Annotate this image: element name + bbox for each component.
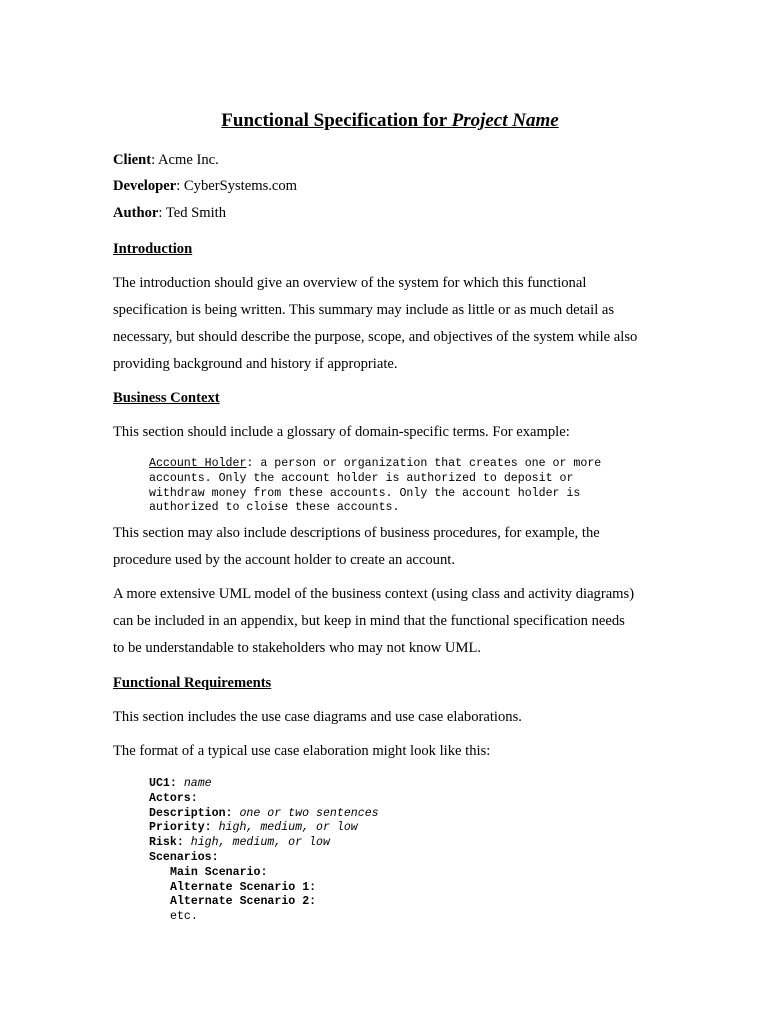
alt-scenario-2-label: Alternate Scenario 2: (170, 895, 317, 909)
text-line: to be understandable to stakeholders who may not know UML. (113, 640, 482, 656)
developer-label: Developer (113, 178, 177, 194)
scenarios-label: Scenarios: (149, 850, 219, 864)
etc-label: etc. (170, 910, 198, 924)
priority-label: Priority: (149, 821, 212, 835)
introduction-paragraph (113, 270, 673, 378)
text-line: A more extensive UML model of the business context (using class and activity diagrams) (113, 586, 635, 602)
uc1-label: UC1: (149, 777, 177, 790)
glossary-term: Account Holder (149, 457, 247, 470)
developer-value: : CyberSystems.com (176, 178, 298, 194)
text-line: necessary, but should describe the purpose, scope, and objectives of the system while also (113, 329, 638, 345)
alt-scenario-1-label: Alternate Scenario 1: (170, 880, 317, 894)
business-context-intro (113, 419, 673, 446)
text-line: specification is being written. This summary may include as little or as much detail as (113, 302, 615, 318)
risk-value: high, medium, or low (190, 836, 330, 850)
business-context-heading: Business Context (113, 390, 220, 406)
author-label: Author (113, 205, 159, 221)
title-prefix: Functional Specification for (221, 110, 447, 131)
title-project-name: Project Name (451, 110, 559, 131)
text-line: This section may also include descriptions of business procedures, for example, the (113, 525, 600, 541)
developer-line (113, 178, 297, 195)
text-line: providing background and history if appropriate. (113, 356, 398, 372)
text-line: This section includes the use case diagrams and use case elaborations. (113, 709, 522, 725)
glossary-line: : a person or organization that creates one or more (246, 457, 602, 470)
risk-label: Risk: (149, 836, 184, 850)
client-value: : Acme Inc. (151, 152, 219, 168)
glossary-line: accounts. Only the account holder is authorized to deposit or (149, 471, 574, 485)
glossary-line: authorized to cloise these accounts. (149, 501, 400, 515)
document-title (0, 110, 768, 132)
actors-label: Actors: (149, 791, 198, 805)
author-line (113, 205, 226, 222)
main-scenario-label: Main Scenario: (170, 865, 268, 879)
client-line (113, 152, 219, 169)
functional-requirements-para1 (113, 704, 673, 731)
uml-paragraph (113, 581, 673, 662)
text-line: The introduction should give an overview of the system for which this functional (113, 275, 587, 291)
business-procedures-paragraph (113, 520, 673, 574)
client-label: Client (113, 152, 152, 168)
text-line: procedure used by the account holder to create an account. (113, 552, 455, 568)
introduction-heading: Introduction (113, 241, 193, 257)
description-label: Description: (149, 806, 233, 820)
glossary-example (149, 457, 601, 516)
uc1-value: name (183, 777, 212, 790)
text-line: can be included in an appendix, but keep in mind that the functional specification needs (113, 613, 625, 629)
functional-requirements-para2 (113, 738, 673, 765)
glossary-line: withdraw money from these accounts. Only the account holder is (149, 486, 581, 500)
author-value: : Ted Smith (158, 205, 227, 221)
text-line: The format of a typical use case elaboration might look like this: (113, 743, 491, 759)
text-line: This section should include a glossary of domain-specific terms. For example: (113, 424, 570, 440)
priority-value: high, medium, or low (218, 821, 358, 835)
functional-requirements-heading: Functional Requirements (113, 675, 272, 691)
description-value: one or two sentences (239, 806, 379, 820)
use-case-template (149, 777, 379, 925)
